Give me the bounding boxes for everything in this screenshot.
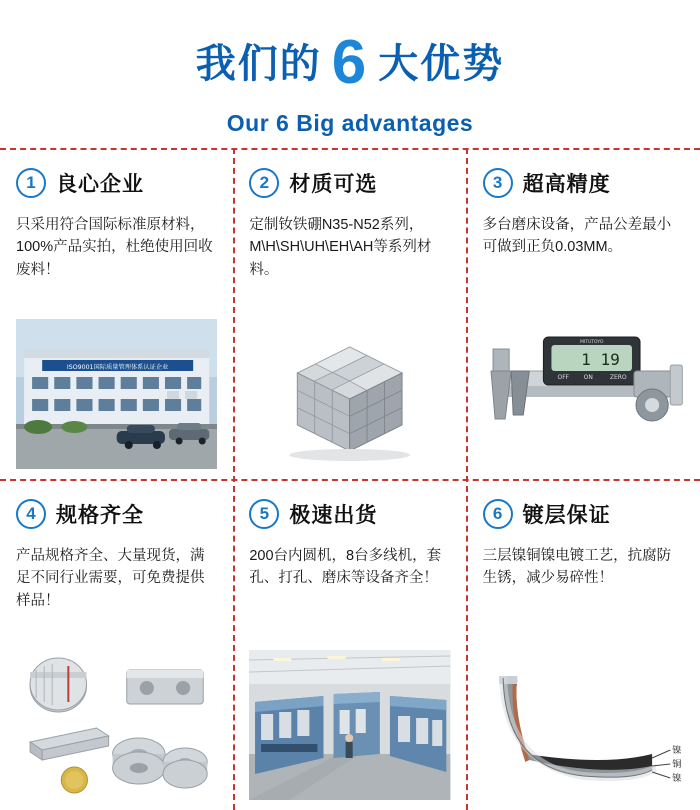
advantage-5-number: 5 xyxy=(249,499,279,529)
svg-text:OFF: OFF xyxy=(557,374,569,381)
advantage-5-desc: 200台内圆机，8台多线机，套孔、打孔、磨床等设备齐全！ xyxy=(249,548,442,587)
advantage-4-title: 规格齐全 xyxy=(56,504,144,527)
advantage-1-title: 良心企业 xyxy=(56,173,144,196)
factory-building-photo xyxy=(16,319,217,469)
title-cn-after: 大优势 xyxy=(378,41,505,86)
magnet-cube-photo xyxy=(249,319,450,469)
advantages-grid xyxy=(0,148,700,810)
workshop-machines-photo xyxy=(249,650,450,800)
advantage-4-header xyxy=(16,495,217,533)
advantage-1-header xyxy=(16,164,217,202)
poster-header xyxy=(0,0,700,148)
advantage-card-4 xyxy=(0,479,233,810)
advantage-2-title: 材质可选 xyxy=(289,173,378,196)
advantage-3-title: 超高精度 xyxy=(522,173,611,196)
svg-text:镍: 镍 xyxy=(671,774,681,784)
advantage-card-2 xyxy=(233,148,466,479)
advantage-1-number: 1 xyxy=(16,168,46,198)
advantage-card-3 xyxy=(467,148,700,479)
svg-text:镍: 镍 xyxy=(671,746,681,756)
advantage-5-header xyxy=(249,495,450,533)
advantage-6-number: 6 xyxy=(483,499,513,529)
advantage-3-header xyxy=(483,164,684,202)
svg-text:铜: 铜 xyxy=(671,760,681,770)
svg-text:1 19: 1 19 xyxy=(580,350,620,369)
advantage-6-title: 镀层保证 xyxy=(522,504,611,527)
advantage-card-5 xyxy=(233,479,466,810)
advantage-6-desc: 三层镍铜镍电镀工艺，抗腐防生锈，减少易碎性！ xyxy=(482,548,672,587)
advantage-5-title: 极速出货 xyxy=(289,504,378,527)
assorted-magnets-photo xyxy=(16,650,217,800)
page-subtitle: Our 6 Big advantages xyxy=(226,109,474,136)
svg-text:MITUTOYO: MITUTOYO xyxy=(579,340,604,345)
svg-text:ZERO: ZERO xyxy=(609,374,627,381)
digital-caliper-photo xyxy=(483,319,684,469)
advantage-4-number: 4 xyxy=(16,499,46,529)
advantage-3-number: 3 xyxy=(483,168,513,198)
advantage-1-desc: 只采用符合国际标准原材料，100%产品实拍，杜绝使用回收废料！ xyxy=(16,217,213,278)
title-number: 6 xyxy=(331,27,369,97)
advantage-2-number: 2 xyxy=(249,168,279,198)
advantage-4-desc: 产品规格齐全、大量现货，满足不同行业需要，可免费提供样品！ xyxy=(16,548,205,609)
coating-layers-diagram xyxy=(483,650,684,800)
advantage-2-header xyxy=(249,164,450,202)
title-cn-before: 我们的 xyxy=(195,41,322,86)
advantage-2-desc: 定制钕铁硼N35-N52系列，M\H\SH\UH\EH\AH等系列材料。 xyxy=(249,217,432,278)
advantage-card-6 xyxy=(467,479,700,810)
svg-text:ON: ON xyxy=(583,374,593,381)
svg-text:ISO9001国际质量管理体系认证企业: ISO9001国际质量管理体系认证企业 xyxy=(66,364,169,371)
advantage-6-header xyxy=(483,495,684,533)
advantage-card-1 xyxy=(0,148,233,479)
advantage-3-desc: 多台磨床设备，产品公差最小可做到正负0.03MM。 xyxy=(482,217,672,256)
page-title xyxy=(195,26,505,97)
